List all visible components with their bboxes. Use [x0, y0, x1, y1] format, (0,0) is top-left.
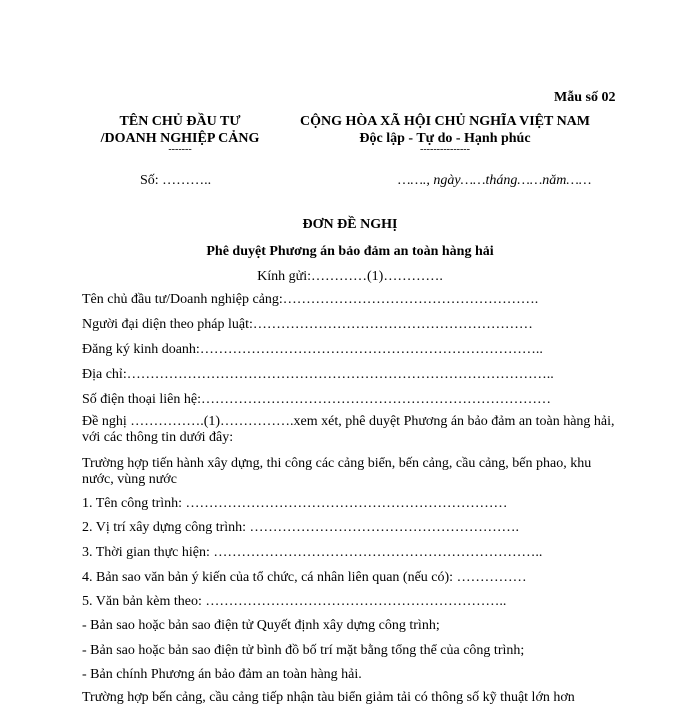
issuer-name-line1: TÊN CHỦ ĐẦU TƯ — [119, 114, 241, 129]
date-line: ……., ngày……tháng……năm…… — [398, 173, 592, 188]
item-location: 2. Vị trí xây dựng công trình: …………………………………………………. — [82, 520, 520, 535]
form-number: Mẫu số 02 — [554, 90, 616, 105]
item-timeframe: 3. Thời gian thực hiện: …………………………………………………………….. — [82, 545, 543, 560]
document-number: Số: ……….. — [140, 173, 212, 188]
field-investor: Tên chủ đầu tư/Doanh nghiệp cảng:………………………………………………. — [82, 292, 539, 307]
case-construction-heading: Trường hợp tiến hành xây dựng, thi công các cảng biển, bến cảng, cầu cảng, bến phao, khu nước, vùng nước — [82, 456, 592, 487]
issuer-rule: ------- — [168, 144, 192, 155]
attachment-layout-plan: - Bản sao hoặc bản sao điện tử bình đồ bố trí mặt bằng tổng thể của công trình; — [82, 643, 525, 658]
nation-rule: --------------- — [420, 144, 470, 155]
issuer-name-line2: /DOANH NGHIỆP CẢNG — [100, 131, 260, 146]
field-phone: Số điện thoại liên hệ:………………………………………………………………… — [82, 392, 551, 407]
nation-name: CỘNG HÒA XÃ HỘI CHỦ NGHĨA VIỆT NAM — [299, 114, 590, 129]
field-business-registration: Đăng ký kinh doanh:……………………………………………………………….. — [82, 342, 543, 357]
attachment-safety-plan: - Bản chính Phương án bảo đảm an toàn hàng hải. — [82, 667, 362, 682]
document-subtitle: Phê duyệt Phương án bảo đảm an toàn hàng hải — [206, 244, 494, 259]
recipient-line: Kính gửi:…………(1)…………. — [257, 269, 443, 284]
document-title: ĐƠN ĐỀ NGHỊ — [302, 217, 398, 232]
case-unloading-heading: Trường hợp bến cảng, cầu cảng tiếp nhận tàu biển giảm tải có thông số kỹ thuật lớn hơn — [82, 690, 575, 705]
request-paragraph: Đề nghị …………….(1)…………….xem xét, phê duyệt Phương án bảo đảm an toàn hàng hải, với các thông tin dưới đây: — [82, 414, 615, 445]
field-legal-representative: Người đại diện theo pháp luật:…………………………………………………… — [82, 317, 533, 332]
nation-motto: Độc lập - Tự do - Hạnh phúc — [359, 131, 531, 146]
attachment-decision: - Bản sao hoặc bản sao điện tử Quyết định xây dựng công trình; — [82, 618, 440, 633]
field-address: Địa chỉ:……………………………………………………………………………….. — [82, 367, 554, 382]
item-attachments: 5. Văn bản kèm theo: ……………………………………………………….. — [82, 594, 507, 609]
item-opinion-copy: 4. Bản sao văn bản ý kiến của tổ chức, cá nhân liên quan (nếu có): …………… — [82, 570, 527, 585]
item-project-name: 1. Tên công trình: …………………………………………………………… — [82, 496, 508, 511]
